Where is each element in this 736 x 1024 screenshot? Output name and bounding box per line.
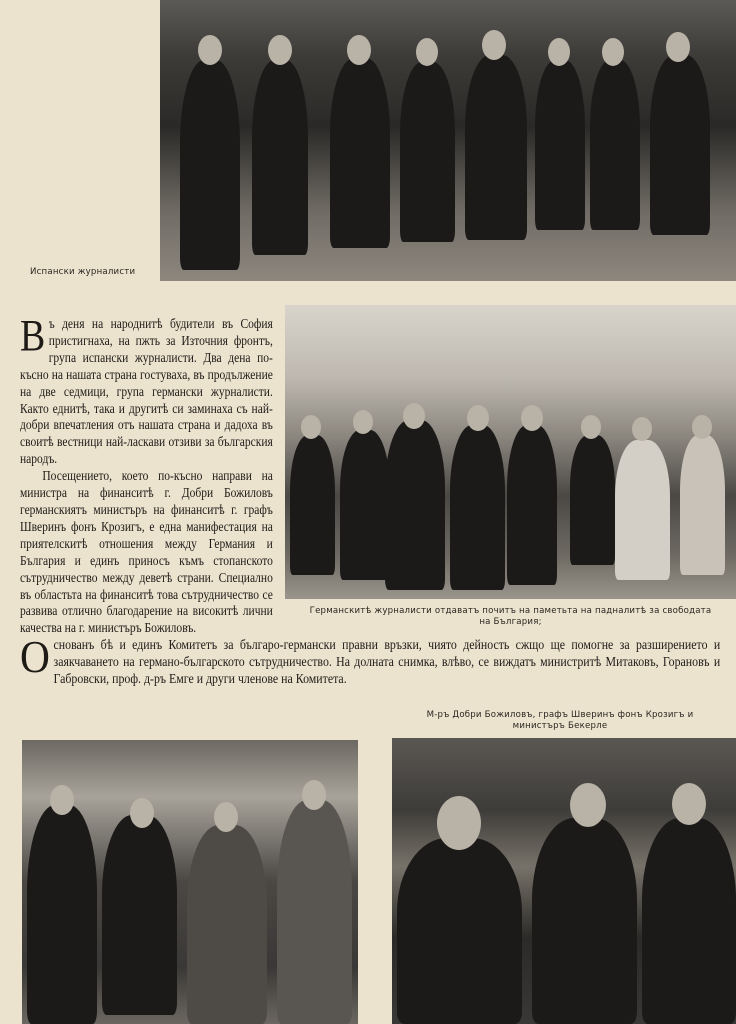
photo-committee-members <box>22 740 358 1024</box>
caption-line: Германскитѣ журналисти отдаватъ почитъ на паметьта на падналитѣ за свободата <box>309 606 712 616</box>
caption-line: на България; <box>479 617 542 627</box>
caption-spanish-journalists: Испански журналисти <box>30 267 136 277</box>
photo-german-journalists <box>285 305 736 599</box>
dropcap: О <box>20 631 50 682</box>
caption-line: министъръ Бекерле <box>512 721 608 731</box>
photo-ministers <box>392 738 736 1024</box>
article-column <box>20 311 273 637</box>
photo-spanish-journalists <box>160 0 736 281</box>
paragraph-3: снованъ бѣ и единъ Комитетъ за българо-германски правни връзки, чиято дейность сжщо ще помогне за разширението и заякчаването на германо-българското сътрудничество. На долната снимка, влѣво, се виждатъ министритѣ Митаковъ, Горановъ и Габровски, проф. д-ръ Емге и други членове на Комитета. <box>53 637 721 686</box>
dropcap: В <box>20 311 46 360</box>
paragraph-committee <box>20 631 721 687</box>
paragraph-1: ъ деня на народнитѣ будители въ София пристигнаха, на пжть за Източния фронтъ, група испански журналисти. Два дена по-късно на нашата страна гостуваха, въ продължение на две седмици, група германски журналисти. Както еднитѣ, така и другитѣ си заминаха съ най-добри впечатления отъ нашата страна и дадоха въ своитѣ вестници най-ласкави отзиви за българския народъ. <box>20 316 273 467</box>
paragraph-2: Посещението, което по-късно направи на министра на финанситѣ г. Добри Божиловъ германскиятъ министъръ на финанситѣ г. графъ Шверинъ фонъ Крозигъ, е една манифестация на приятелскитѣ отношения между Германия и България и единъ приносъ къмъ стопанското сътрудничество между деветѣ страни. Специално въ областьта на финанситѣ това сътрудничество се развива отлично благодарение на високитѣ лични качества на г. министъръ Божиловъ. <box>20 468 273 636</box>
caption-german-journalists <box>285 606 736 628</box>
caption-ministers <box>400 710 720 732</box>
caption-line: М-ръ Добри Божиловъ, графъ Шверинъ фонъ Крозигъ и <box>426 710 694 720</box>
